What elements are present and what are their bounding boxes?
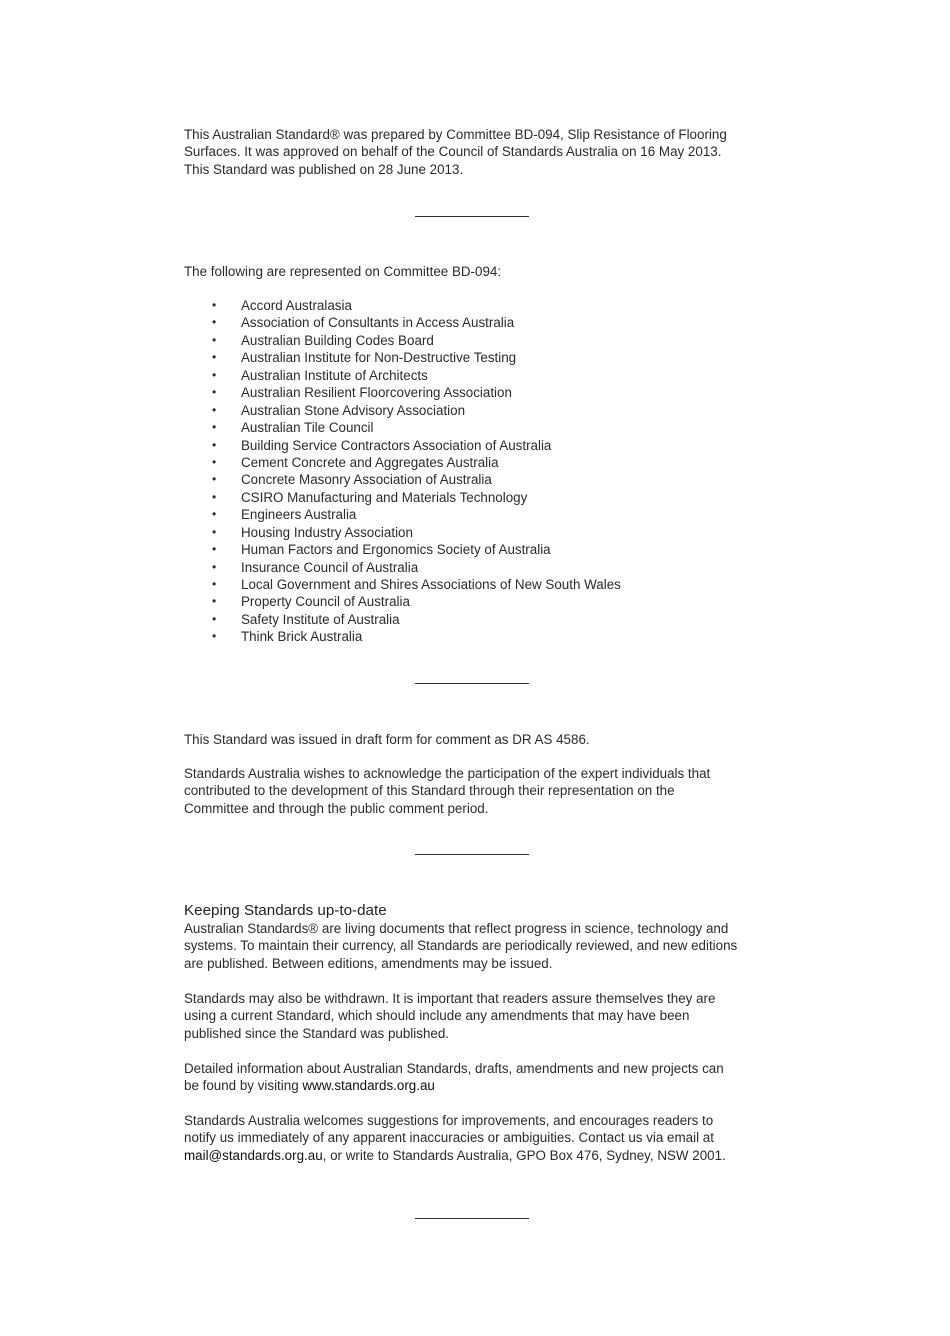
uptodate-section (184, 902, 774, 972)
draft-section (184, 731, 774, 748)
approval-line-3: This Standard was published on 28 June 2013. (184, 161, 464, 177)
uptodate-p1-line-3: are published. Between editions, amendments may be issued. (184, 955, 553, 971)
bullet-icon: • (212, 524, 217, 539)
uptodate-p1-line-2: systems. To maintain their currency, all Standards are periodically reviewed, and new editions (184, 938, 738, 954)
bullet-icon: • (212, 542, 217, 557)
uptodate-p1-line-1: Australian Standards® are living documents that reflect progress in science, technology and (184, 921, 729, 936)
bullet-icon: • (212, 332, 217, 347)
ack-line-2: contributed to the development of this Standard through their representation on the (184, 783, 675, 799)
list-item (184, 402, 774, 419)
list-item (184, 419, 774, 436)
ack-line-3: Committee and through the public comment period. (184, 800, 489, 816)
bullet-icon: • (212, 577, 217, 591)
list-item (184, 454, 774, 471)
list-item (184, 437, 774, 454)
bullet-icon: • (212, 629, 217, 644)
section-heading: Keeping Standards up-to-date (184, 902, 387, 919)
uptodate-p4-line-1: Standards Australia welcomes suggestions for improvements, and encourages readers to (184, 1113, 714, 1128)
bullet-icon: • (212, 611, 217, 626)
member-name: Australian Tile Council (241, 420, 374, 436)
list-item (184, 314, 774, 331)
member-name: Engineers Australia (241, 507, 357, 523)
list-item (184, 349, 774, 366)
bullet-icon: • (212, 472, 217, 487)
list-item (184, 332, 774, 349)
list-item (184, 367, 774, 384)
uptodate-p2-line-2: using a current Standard, which should include any amendments that may have been (184, 1008, 690, 1024)
uptodate-p2-line-3: published since the Standard was published. (184, 1025, 450, 1041)
list-item (184, 559, 774, 576)
list-item (184, 489, 774, 506)
member-name: Housing Industry Association (241, 524, 413, 540)
list-item (184, 471, 774, 488)
list-item (184, 576, 774, 593)
bullet-icon: • (212, 350, 217, 365)
bullet-icon: • (212, 454, 217, 469)
suggestions-paragraph (184, 1112, 774, 1164)
member-name: Concrete Masonry Association of Australia (241, 472, 492, 488)
member-name: Association of Consultants in Access Australia (241, 315, 515, 331)
list-item (184, 524, 774, 541)
withdrawn-paragraph (184, 990, 774, 1042)
approval-line-2: Surfaces. It was approved on behalf of the Council of Standards Australia on 16 May 2013. (184, 144, 722, 160)
email-link[interactable]: mail@standards.org.au (184, 1147, 323, 1163)
member-name: Australian Resilient Floorcovering Association (241, 385, 512, 401)
list-item (184, 297, 774, 314)
draft-issued-text: This Standard was issued in draft form for comment as DR AS 4586. (184, 732, 590, 747)
member-name: Australian Institute for Non-Destructive Testing (241, 350, 517, 366)
member-name: CSIRO Manufacturing and Materials Technology (241, 489, 528, 505)
committee-members-list (184, 297, 774, 646)
bullet-icon: • (212, 385, 217, 400)
list-item (184, 384, 774, 401)
uptodate-p2-line-1: Standards may also be withdrawn. It is important that readers assure themselves they are (184, 991, 716, 1006)
list-item (184, 628, 774, 645)
member-name: Think Brick Australia (241, 629, 363, 645)
bullet-icon: • (212, 315, 217, 330)
bullet-icon: • (212, 507, 217, 522)
list-item (184, 541, 774, 558)
members-list (184, 297, 774, 646)
visit-text: be found by visiting (184, 1078, 303, 1094)
ack-line-1: Standards Australia wishes to acknowledge the participation of the expert individuals that (184, 766, 711, 781)
acknowledgement-paragraph (184, 765, 774, 817)
section-divider (415, 683, 529, 684)
member-name: Insurance Council of Australia (241, 559, 419, 575)
uptodate-p3-line-1: Detailed information about Australian Standards, drafts, amendments and new projects can (184, 1061, 724, 1076)
member-name: Australian Stone Advisory Association (241, 402, 466, 418)
committee-intro-text: The following are represented on Committee BD-094: (184, 264, 502, 279)
bullet-icon: • (212, 420, 217, 435)
member-name: Property Council of Australia (241, 594, 410, 610)
section-divider (415, 854, 529, 855)
member-name: Australian Institute of Architects (241, 367, 428, 383)
uptodate-p4-line-3 (184, 1147, 774, 1164)
bullet-icon: • (212, 402, 217, 417)
uptodate-p3-line-2 (184, 1077, 774, 1094)
list-item (184, 611, 774, 628)
member-name: Safety Institute of Australia (241, 611, 400, 627)
approval-line-1: This Australian Standard® was prepared by Committee BD-094, Slip Resistance of Flooring (184, 127, 727, 142)
bullet-icon: • (212, 367, 217, 382)
member-name: Local Government and Shires Associations of New South Wales (241, 577, 621, 592)
uptodate-p4-line-2: notify us immediately of any apparent inaccuracies or ambiguities. Contact us via email at (184, 1130, 714, 1146)
member-name: Australian Building Codes Board (241, 332, 434, 348)
member-name: Accord Australasia (241, 298, 352, 313)
member-name: Cement Concrete and Aggregates Australia (241, 454, 499, 470)
approval-paragraph (184, 126, 774, 178)
bullet-icon: • (212, 559, 217, 574)
member-name: Building Service Contractors Association of Australia (241, 437, 552, 453)
bullet-icon: • (212, 594, 217, 609)
bullet-icon: • (212, 298, 217, 312)
website-link[interactable]: www.standards.org.au (302, 1078, 435, 1094)
bullet-icon: • (212, 437, 217, 452)
list-item (184, 506, 774, 523)
committee-intro (184, 263, 774, 280)
address-text: , or write to Standards Australia, GPO Box 476, Sydney, NSW 2001. (322, 1147, 726, 1163)
member-name: Human Factors and Ergonomics Society of Australia (241, 542, 551, 558)
list-item (184, 593, 774, 610)
section-divider (415, 216, 529, 217)
bullet-icon: • (212, 489, 217, 504)
info-paragraph (184, 1060, 774, 1095)
section-divider (415, 1218, 529, 1219)
